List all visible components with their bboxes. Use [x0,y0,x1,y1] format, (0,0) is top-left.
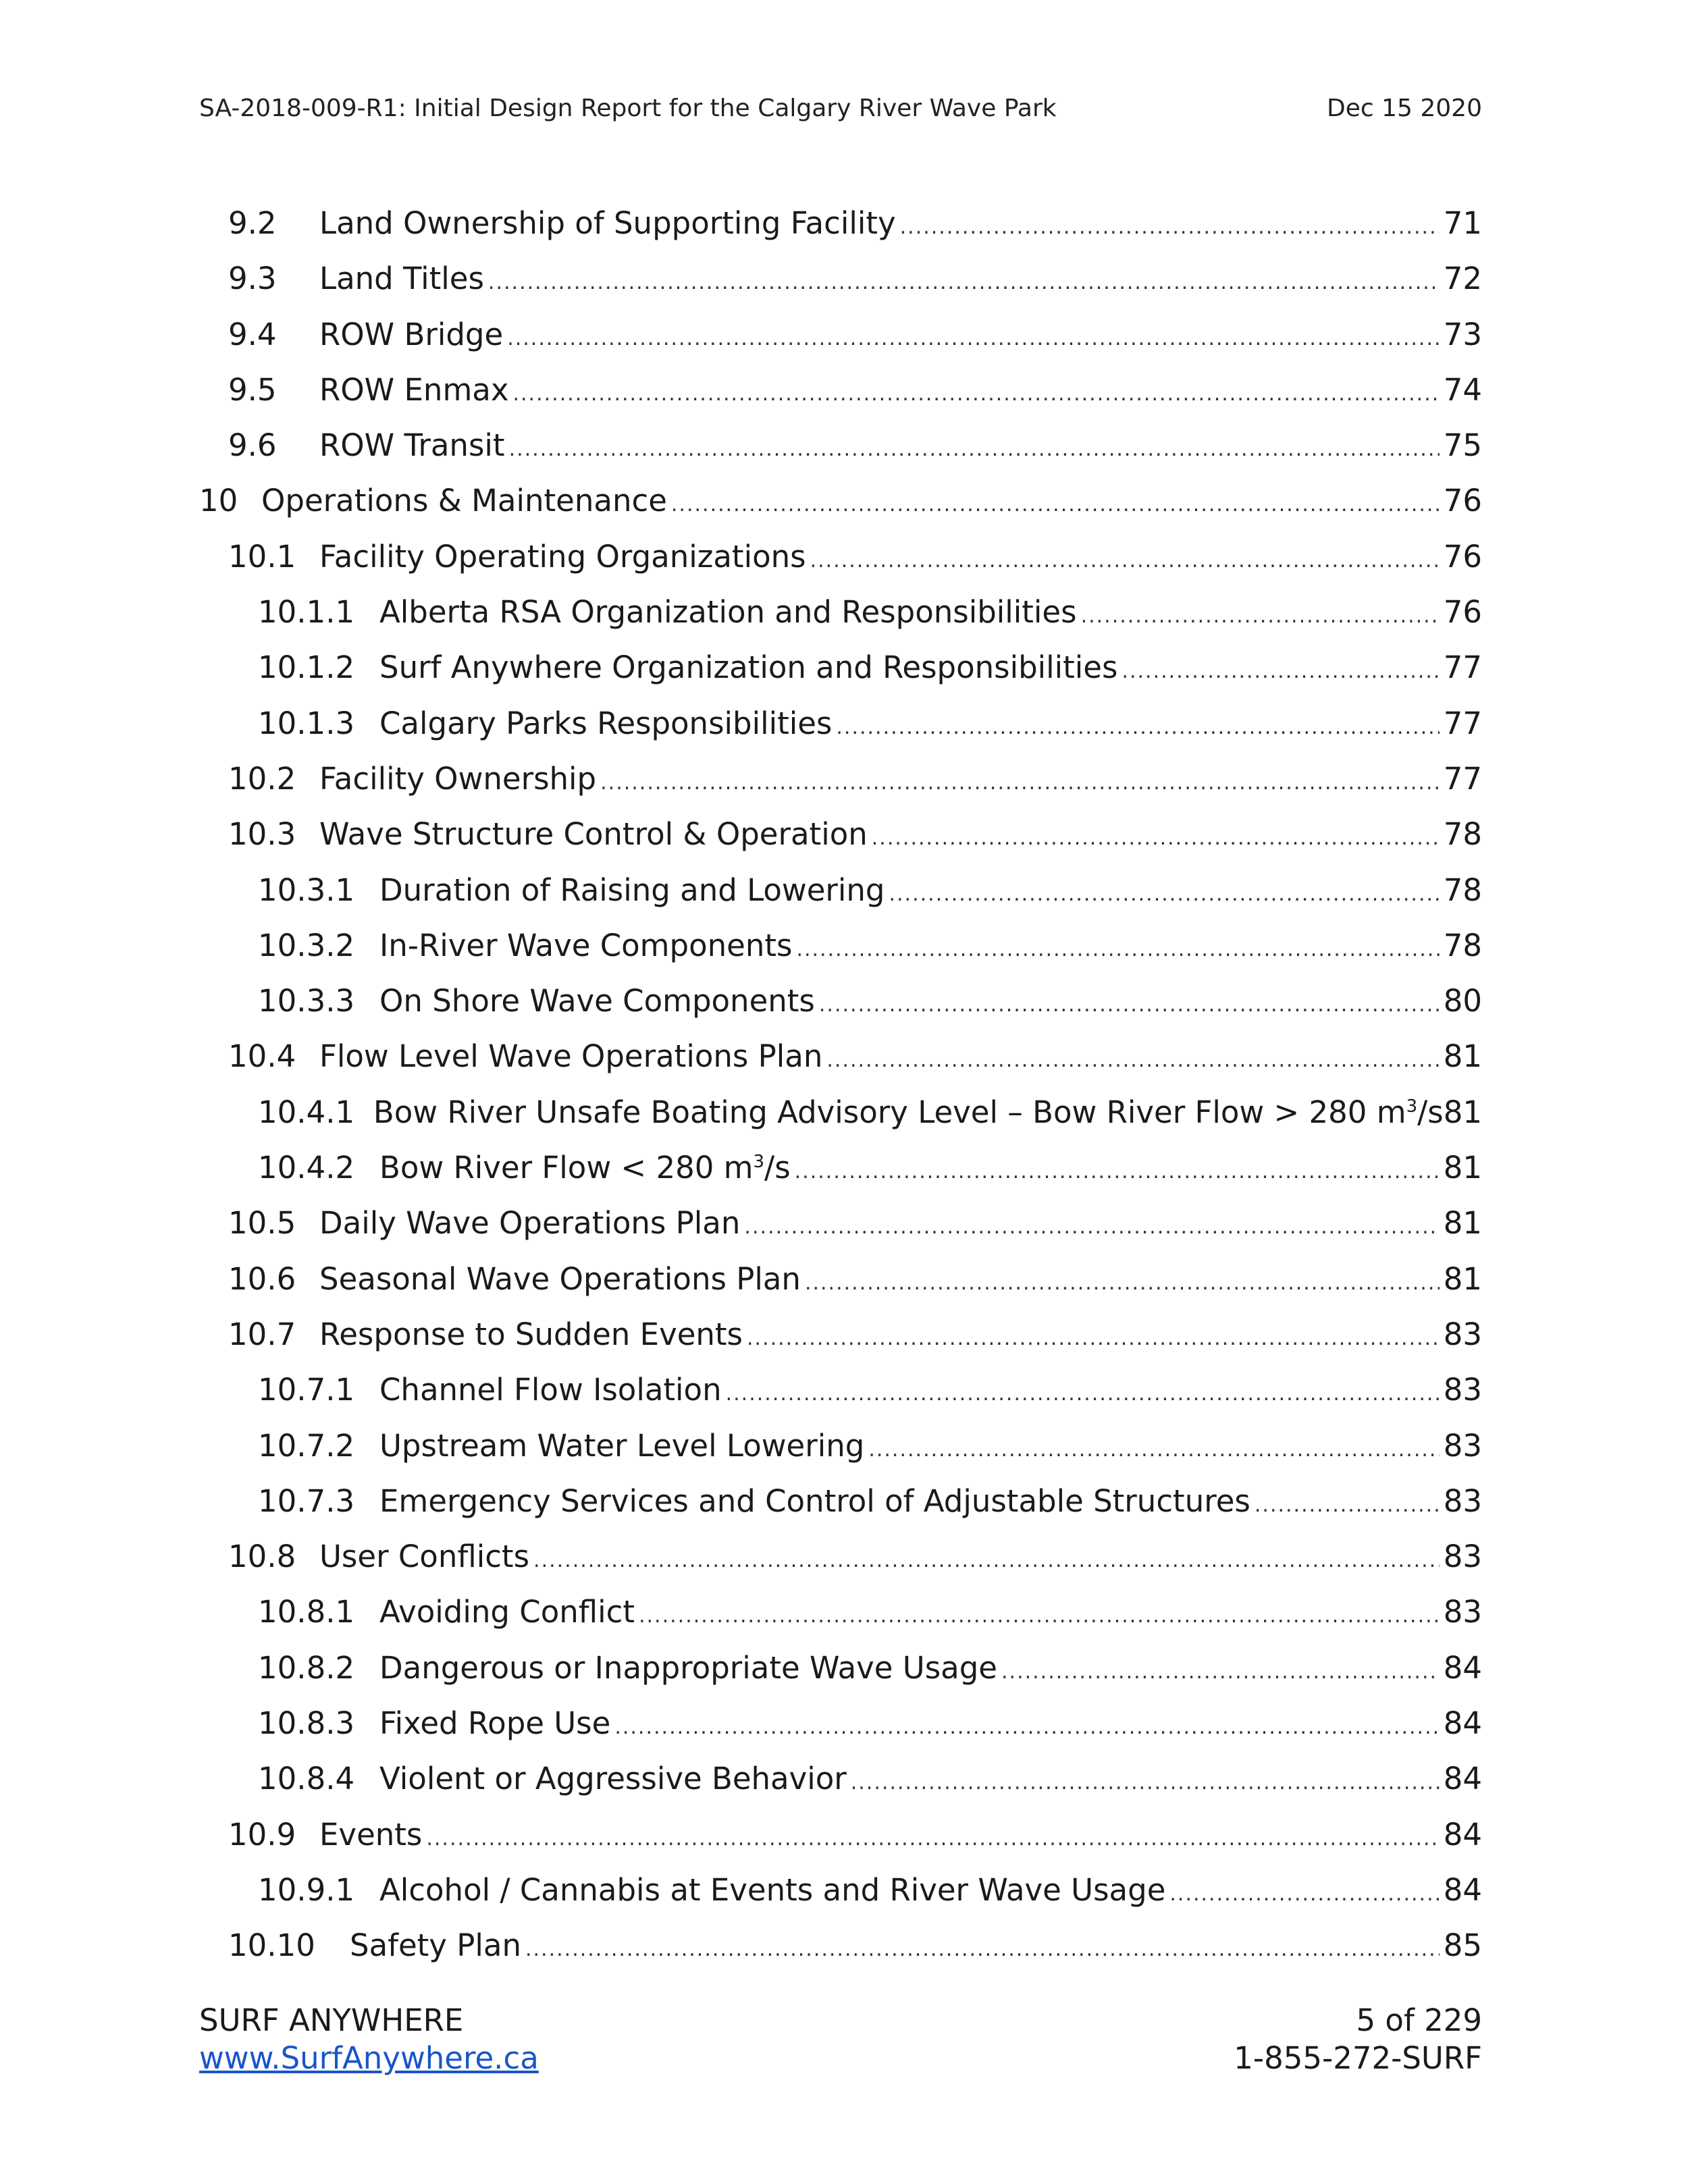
footer-right [1148,2002,1482,2077]
toc-dot-leader [1081,589,1440,644]
toc-entry-page: 78 [1443,872,1482,908]
toc-entry-title-text: Calgary Parks Responsibilities [379,705,833,741]
toc-entry-page: 84 [1443,1761,1482,1797]
toc-entry-number: 10.1.1 [258,594,355,631]
toc-entry-page: 71 [1443,205,1482,241]
toc-entry-title-text: Emergency Services and Control of Adjustable Structures [379,1483,1250,1519]
toc-entry-page: 77 [1443,705,1482,741]
toc-entry[interactable] [199,1641,1482,1696]
toc-dot-leader [819,978,1440,1033]
toc-entry-title-text: User Conflicts [319,1539,530,1575]
toc-dot-leader [600,755,1440,811]
toc-entry-title-text: Flow Level Wave Operations Plan [319,1038,823,1075]
toc-entry-number: 10.9 [228,1816,296,1853]
toc-entry-title [373,1085,1444,1140]
toc-entry-title [379,585,1077,640]
toc-entry[interactable] [199,1696,1482,1751]
toc-entry-title-text: Events [319,1816,423,1853]
footer-left [199,2002,539,2077]
toc-entry-page: 78 [1443,816,1482,853]
toc-entry-number: 10.7.2 [258,1427,355,1464]
page-header [199,95,1482,122]
toc-entry-page: 81 [1443,1094,1482,1130]
toc-entry[interactable] [199,1474,1482,1529]
toc-entry-title [319,1807,422,1863]
toc-entry-title [379,974,815,1029]
toc-entry-title-text: ROW Enmax [319,371,509,408]
toc-entry-page: 84 [1443,1871,1482,1908]
toc-dot-leader [810,533,1440,589]
toc-entry[interactable] [199,1807,1482,1863]
toc-dot-leader [868,1422,1439,1478]
toc-entry-page: 76 [1443,538,1482,575]
toc-entry-title-text: Dangerous or Inappropriate Wave Usage [379,1649,997,1686]
toc-entry-title-text: Upstream Water Level Lowering [379,1427,865,1464]
toc-entry[interactable] [199,974,1482,1029]
toc-dot-leader [507,311,1440,367]
toc-entry-page: 78 [1443,927,1482,963]
website-link[interactable]: www.SurfAnywhere.ca [199,2040,539,2076]
toc-entry-title [319,807,868,862]
toc-entry[interactable] [199,1918,1482,1973]
toc-entry-number: 10.8 [228,1539,296,1575]
toc-dot-leader [1255,1478,1440,1533]
toc-entry[interactable] [199,1252,1482,1307]
toc-entry-title [350,1918,521,1973]
toc-entry-title-text: Channel Flow Isolation [379,1372,722,1408]
toc-entry-page: 83 [1443,1427,1482,1464]
toc-dot-leader [1169,1867,1439,1922]
toc-entry[interactable] [199,1029,1482,1084]
toc-entry-title [319,196,896,251]
toc-dot-leader [889,867,1439,922]
toc-entry-page: 83 [1443,1316,1482,1352]
phone-number: 1-855-272-SURF [1234,2040,1482,2076]
toc-entry-number: 10.3.2 [258,927,355,963]
toc-entry-title [319,1307,743,1362]
toc-entry-title-text: Avoiding Conflict [379,1594,635,1630]
toc-entry-page: 84 [1443,1816,1482,1853]
toc-entry[interactable] [199,251,1482,307]
toc-entry-page: 83 [1443,1483,1482,1519]
page-number: 5 of 229 [1356,2002,1482,2038]
document-title: SA-2018-009-R1: Initial Design Report for the Calgary River Wave Park [199,95,1057,122]
toc-dot-leader [1001,1645,1440,1700]
toc-entry-title [379,1584,635,1640]
toc-entry-title [261,473,667,529]
toc-entry-number: 10.7.3 [258,1483,355,1519]
toc-entry[interactable] [199,307,1482,363]
toc-dot-leader [671,477,1440,533]
toc-entry-title-text: Daily Wave Operations Plan [319,1205,741,1242]
toc-entry-title [379,1418,864,1474]
toc-dot-leader [533,1533,1440,1589]
toc-entry-title-text: Fixed Rope Use [379,1705,611,1742]
toc-entry-title-text: Facility Operating Organizations [319,538,806,575]
toc-dot-leader [726,1366,1440,1422]
toc-entry-number: 10.7.1 [258,1372,355,1408]
toc-entry-superscript: 3 [1406,1096,1418,1117]
toc-entry-number: 10.4 [228,1038,296,1075]
toc-entry-number: 10.9.1 [258,1871,355,1908]
toc-dot-leader [795,1144,1440,1200]
toc-entry-number: 9.6 [228,427,277,464]
toc-entry-number: 10.8.2 [258,1649,355,1686]
toc-entry-page: 76 [1443,594,1482,631]
toc-entry-title [319,1029,822,1084]
toc-entry-page: 83 [1443,1372,1482,1408]
toc-entry-page: 75 [1443,427,1482,464]
toc-entry-number: 10.3.3 [258,983,355,1019]
toc-entry-title [379,1863,1165,1918]
toc-dot-leader [426,1811,1439,1867]
toc-entry[interactable] [199,1196,1482,1251]
toc-entry-unit-suffix: /s [764,1150,791,1186]
toc-entry-page: 81 [1443,1038,1482,1075]
toc-dot-leader [796,922,1439,978]
toc-dot-leader [747,1311,1440,1366]
toc-dot-leader [639,1589,1440,1644]
toc-dot-leader [836,700,1439,755]
toc-entry-number: 10.6 [228,1260,296,1297]
toc-entry-title [379,1641,997,1696]
toc-entry[interactable] [199,1140,1482,1196]
toc-entry-number: 9.4 [228,316,277,352]
toc-entry[interactable] [199,1863,1482,1918]
toc-entry[interactable] [199,1362,1482,1418]
toc-entry-title [319,1252,801,1307]
toc-entry-title-text: In-River Wave Components [379,927,793,963]
toc-entry-page: 84 [1443,1649,1482,1686]
toc-entry-number: 9.5 [228,371,277,408]
toc-entry-title-text: Alberta RSA Organization and Responsibilities [379,594,1077,631]
toc-entry-page: 84 [1443,1705,1482,1742]
toc-entry-title [319,307,503,363]
toc-entry-number: 10.8.4 [258,1761,355,1797]
toc-entry-page: 77 [1443,760,1482,797]
toc-entry-number: 10.2 [228,760,296,797]
toc-entry-number: 10.1.3 [258,705,355,741]
toc-entry-page: 81 [1443,1205,1482,1242]
toc-entry-number: 10.4.1 [258,1094,355,1130]
toc-entry-title [319,529,806,585]
toc-entry-title [379,640,1117,695]
toc-dot-leader [488,255,1440,311]
toc-entry-title-text: Land Ownership of Supporting Facility [319,205,896,241]
toc-entry-title-text: ROW Bridge [319,316,504,352]
toc-entry-page: 81 [1443,1260,1482,1297]
toc-entry-title-text: Violent or Aggressive Behavior [379,1761,847,1797]
toc-entry[interactable] [199,363,1482,418]
company-name: SURF ANYWHERE [199,2002,464,2038]
toc-entry-number: 10.8.3 [258,1705,355,1742]
toc-dot-leader [525,1922,1440,1977]
toc-entry-page: 83 [1443,1594,1482,1630]
toc-entry-number: 10.8.1 [258,1594,355,1630]
toc-entry-title [379,918,792,974]
toc-entry[interactable] [199,918,1482,974]
toc-entry[interactable] [199,807,1482,862]
toc-entry-page: 81 [1443,1150,1482,1186]
toc-entry-number: 10.4.2 [258,1150,355,1186]
toc-dot-leader [1122,644,1439,699]
toc-entry-title [319,1196,740,1251]
toc-entry[interactable] [199,1418,1482,1474]
toc-entry[interactable] [199,473,1482,529]
toc-entry-superscript: 3 [753,1152,765,1173]
toc-entry-title-text: Duration of Raising and Lowering [379,872,885,908]
toc-entry-title-text: ROW Transit [319,427,505,464]
toc-entry-page: 76 [1443,483,1482,519]
toc-dot-leader [805,1256,1440,1311]
toc-entry-page: 80 [1443,983,1482,1019]
toc-entry-title-text: Facility Ownership [319,760,597,797]
toc-entry-number: 10 [199,483,238,519]
toc-entry-title [379,1751,847,1807]
toc-entry[interactable] [199,751,1482,807]
toc-entry[interactable] [199,1307,1482,1362]
toc-entry-title [379,1140,791,1196]
toc-dot-leader [509,422,1440,477]
toc-entry[interactable] [199,1529,1482,1584]
toc-entry[interactable] [199,863,1482,918]
toc-entry-page: 74 [1443,371,1482,408]
toc-entry-title [379,1474,1250,1529]
toc-entry-number: 10.1.2 [258,649,355,686]
toc-dot-leader [826,1033,1439,1088]
toc-entry-title [319,251,484,307]
toc-entry-number: 10.3 [228,816,296,853]
toc-entry-page: 85 [1443,1927,1482,1964]
toc-entry-page: 77 [1443,649,1482,686]
toc-entry[interactable] [199,696,1482,751]
table-of-contents [199,196,1482,1974]
toc-entry[interactable] [199,196,1482,251]
toc-entry-page: 83 [1443,1539,1482,1575]
toc-dot-leader [872,811,1440,866]
toc-entry-unit-suffix: /s [1417,1094,1444,1130]
toc-entry-number: 10.1 [228,538,296,575]
toc-dot-leader [851,1755,1440,1811]
toc-entry-title [319,751,596,807]
toc-entry-title-text: Safety Plan [350,1927,521,1964]
toc-entry-number: 9.2 [228,205,277,241]
toc-entry-title-text: Bow River Unsafe Boating Advisory Level – Bow River Flow > 280 m [373,1094,1406,1130]
toc-entry-title [379,863,885,918]
toc-entry-title-text: Surf Anywhere Organization and Responsibilities [379,649,1118,686]
toc-entry-page: 73 [1443,316,1482,352]
toc-entry-title-text: Wave Structure Control & Operation [319,816,868,853]
toc-dot-leader [744,1200,1439,1255]
toc-entry-page: 72 [1443,261,1482,297]
toc-entry-title-text: On Shore Wave Components [379,983,815,1019]
toc-entry[interactable] [199,585,1482,640]
toc-entry-title-text: Operations & Maintenance [261,483,667,519]
toc-entry-title-text: Land Titles [319,261,484,297]
toc-entry-title [319,418,505,473]
toc-entry-title-text: Seasonal Wave Operations Plan [319,1260,801,1297]
toc-entry-number: 10.5 [228,1205,296,1242]
toc-entry-title [379,1696,610,1751]
toc-entry[interactable] [199,1584,1482,1640]
toc-dot-leader [512,367,1439,422]
toc-entry-title-text: Response to Sudden Events [319,1316,743,1352]
toc-entry[interactable] [199,1751,1482,1807]
toc-dot-leader [900,200,1440,255]
toc-entry-title [379,696,832,751]
toc-entry[interactable] [199,640,1482,695]
toc-entry-number: 9.3 [228,261,277,297]
toc-entry[interactable] [199,1085,1482,1140]
toc-entry-title-text: Alcohol / Cannabis at Events and River Wave Usage [379,1871,1166,1908]
toc-entry-number: 10.3.1 [258,872,355,908]
toc-entry-number: 10.10 [228,1927,315,1964]
toc-dot-leader [614,1700,1439,1755]
toc-entry-title [379,1362,722,1418]
toc-entry-title [319,1529,529,1584]
toc-entry[interactable] [199,418,1482,473]
document-date: Dec 15 2020 [1327,95,1482,122]
toc-entry-title [319,363,508,418]
toc-entry-title-text: Bow River Flow < 280 m [379,1150,754,1186]
toc-entry-number: 10.7 [228,1316,296,1352]
toc-entry[interactable] [199,529,1482,585]
